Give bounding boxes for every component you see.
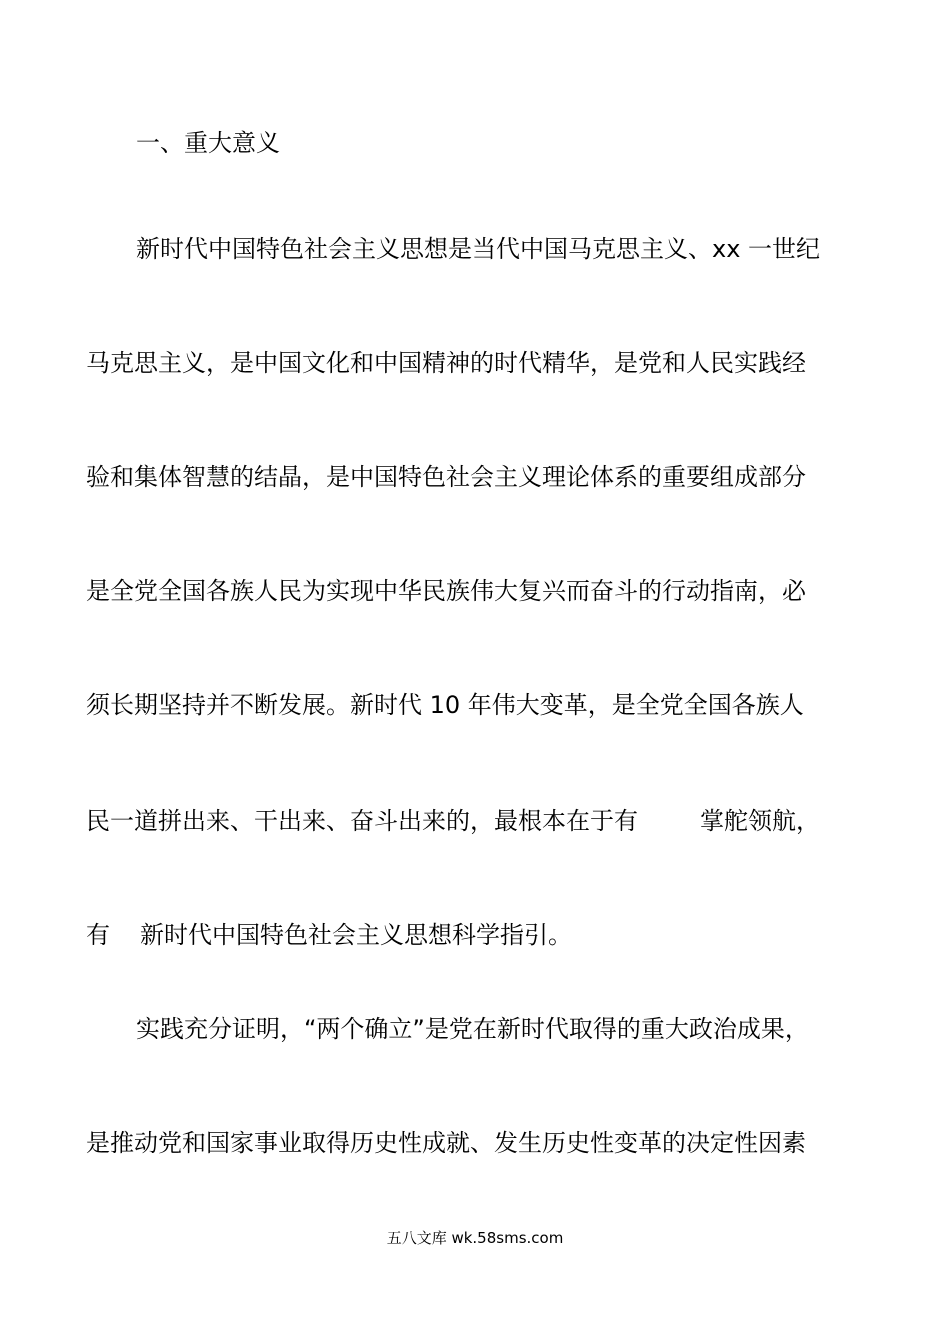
paragraph-2-line-1: 实践充分证明，“两个确立”是党在新时代取得的重大政治成果， [136,1015,809,1043]
paragraph-1-line-7 [86,920,572,950]
paragraph-1-line-3: 验和集体智慧的结晶，是中国特色社会主义理论体系的重要组成部分 [86,463,806,491]
footer-watermark: 五八文库 wk.58sms.com [386,1229,564,1247]
paragraph-1-line-7-part-a: 有 [86,921,110,949]
paragraph-1-line-2: 马克思主义，是中国文化和中国精神的时代精华，是党和人民实践经 [86,349,806,377]
section-heading: 一、重大意义 [136,129,280,157]
paragraph-1-line-6-part-a: 民一道拼出来、干出来、奋斗出来的，最根本在于有 [86,807,638,835]
paragraph-1-line-6 [86,806,820,836]
paragraph-1-line-4: 是全党全国各族人民为实现中华民族伟大复兴而奋斗的行动指南，必 [86,577,806,605]
paragraph-2-line-2: 是推动党和国家事业取得历史性成就、发生历史性变革的决定性因素 [86,1129,806,1157]
paragraph-1-line-7-part-b: 新时代中国特色社会主义思想科学指引。 [140,921,572,949]
paragraph-1-line-6-part-b: 掌舵领航， [700,807,820,835]
paragraph-1-line-1: 新时代中国特色社会主义思想是当代中国马克思主义、xx 一世纪 [136,235,821,263]
paragraph-1-line-5: 须长期坚持并不断发展。新时代 10 年伟大变革，是全党全国各族人 [86,691,804,719]
